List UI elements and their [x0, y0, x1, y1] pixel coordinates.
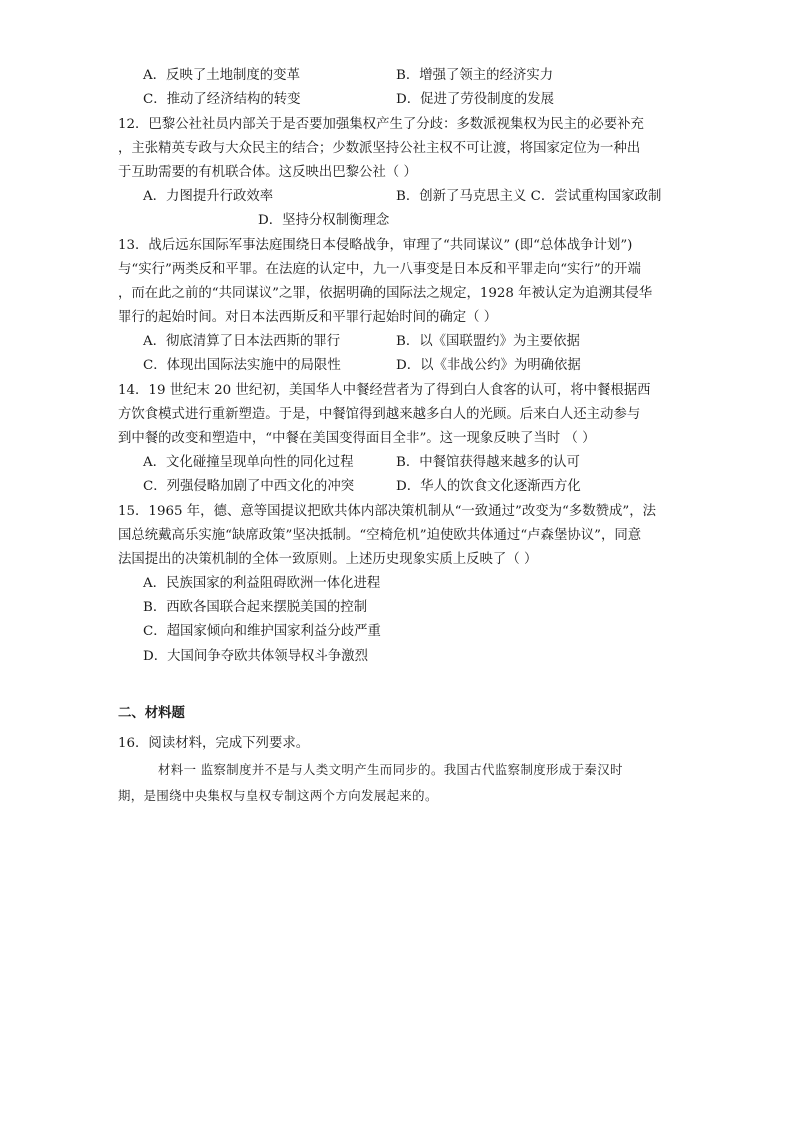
q15-option-b: B．西欧各国联合起来摆脱美国的控制 [143, 600, 368, 615]
q15-option-c: C．超国家倾向和维护国家利益分歧严重 [143, 624, 381, 639]
q12-stem-line: 12．巴黎公社社员内部关于是否要加强集权产生了分歧：多数派视集权为民主的必要补充 [118, 117, 644, 132]
q15-stem-line: 法国提出的决策机制的全体一致原则。上述历史现象实质上反映了（ ） [118, 552, 538, 567]
q14-option-a: A．文化碰撞呈现单向性的同化过程 [143, 455, 354, 470]
q14-option-d: D．华人的饮食文化逐渐西方化 [396, 479, 581, 494]
q12-stem-line: 于互助需要的有机联合体。这反映出巴黎公社（ ） [118, 165, 417, 180]
q16-material-line: 期，是围绕中央集权与皇权专制这两个方向发展起来的。 [118, 788, 438, 803]
q16-stem: 16．阅读材料，完成下列要求。 [118, 736, 310, 751]
q13-option-d: D．以《非战公约》为明确依据 [396, 358, 581, 373]
q11-option-b: B．增强了领主的经济实力 [396, 68, 554, 83]
q14-stem-line: 到中餐的改变和塑造中，“中餐在美国变得面目全非”。这一现象反映了当时 （ ） [118, 431, 596, 446]
q12-option-a: A．力图提升行政效率 [143, 189, 274, 204]
q16-material-line: 材料一 监察制度并不是与人类文明产生而同步的。我国古代监察制度形成于秦汉时 [158, 762, 623, 777]
q12-stem-line: ，主张精英专政与大众民主的结合；少数派坚持公社主权不可让渡，将国家定位为一种出 [118, 141, 641, 156]
q13-stem-line: ，而在此之前的“共同谋议”之罪，依据明确的国际法之规定，1928 年被认定为追溯其侵华 [118, 286, 653, 301]
q12-option-bc: B．创新了马克思主义 C．尝试重构国家政制 [396, 189, 662, 204]
q14-stem-line: 方饮食模式进行重新塑造。于是，中餐馆得到越来越多白人的光顾。后来白人还主动参与 [118, 407, 641, 422]
q15-option-a: A．民族国家的利益阻碍欧洲一体化进程 [143, 576, 381, 591]
q14-stem-line: 14．19 世纪末 20 世纪初，美国华人中餐经营者为了得到白人食客的认可，将中餐根据西 [118, 383, 651, 398]
q12-option-d: D．坚持分权制衡理念 [258, 213, 390, 228]
q14-option-b: B．中餐馆获得越来越多的认可 [396, 455, 580, 470]
q13-stem-line: 13．战后远东国际军事法庭围绕日本侵略战争，审理了“共同谋议” (即“总体战争计划”) [118, 238, 633, 253]
q11-option-c: C．推动了经济结构的转变 [143, 92, 301, 107]
q15-option-d: D．大国间争夺欧共体领导权斗争激烈 [143, 649, 368, 664]
section-title: 二、材料题 [118, 705, 185, 721]
q13-stem-line: 罪行的起始时间。对日本法西斯反和平罪行起始时间的确定（ ） [118, 310, 498, 325]
q13-option-b: B．以《国联盟约》为主要依据 [396, 334, 580, 349]
q15-stem-line: 15．1965 年，德、意等国提议把欧共体内部决策机制从“一致通过”改变为“多数赞成”，法 [118, 504, 657, 519]
q11-option-a: A．反映了土地制度的变革 [143, 68, 300, 83]
q13-option-a: A．彻底清算了日本法西斯的罪行 [143, 334, 341, 349]
q11-option-d: D．促进了劳役制度的发展 [396, 92, 555, 107]
q15-stem-line: 国总统戴高乐实施“缺席政策”坚决抵制。“空椅危机”迫使欧共体通过“卢森堡协议”，同意 [118, 528, 642, 543]
q13-option-c: C．体现出国际法实施中的局限性 [143, 358, 341, 373]
q13-stem-line: 与“实行”两类反和平罪。在法庭的认定中，九一八事变是日本反和平罪走向“实行”的开端 [118, 262, 641, 277]
q14-option-c: C．列强侵略加剧了中西文化的冲突 [143, 479, 355, 494]
